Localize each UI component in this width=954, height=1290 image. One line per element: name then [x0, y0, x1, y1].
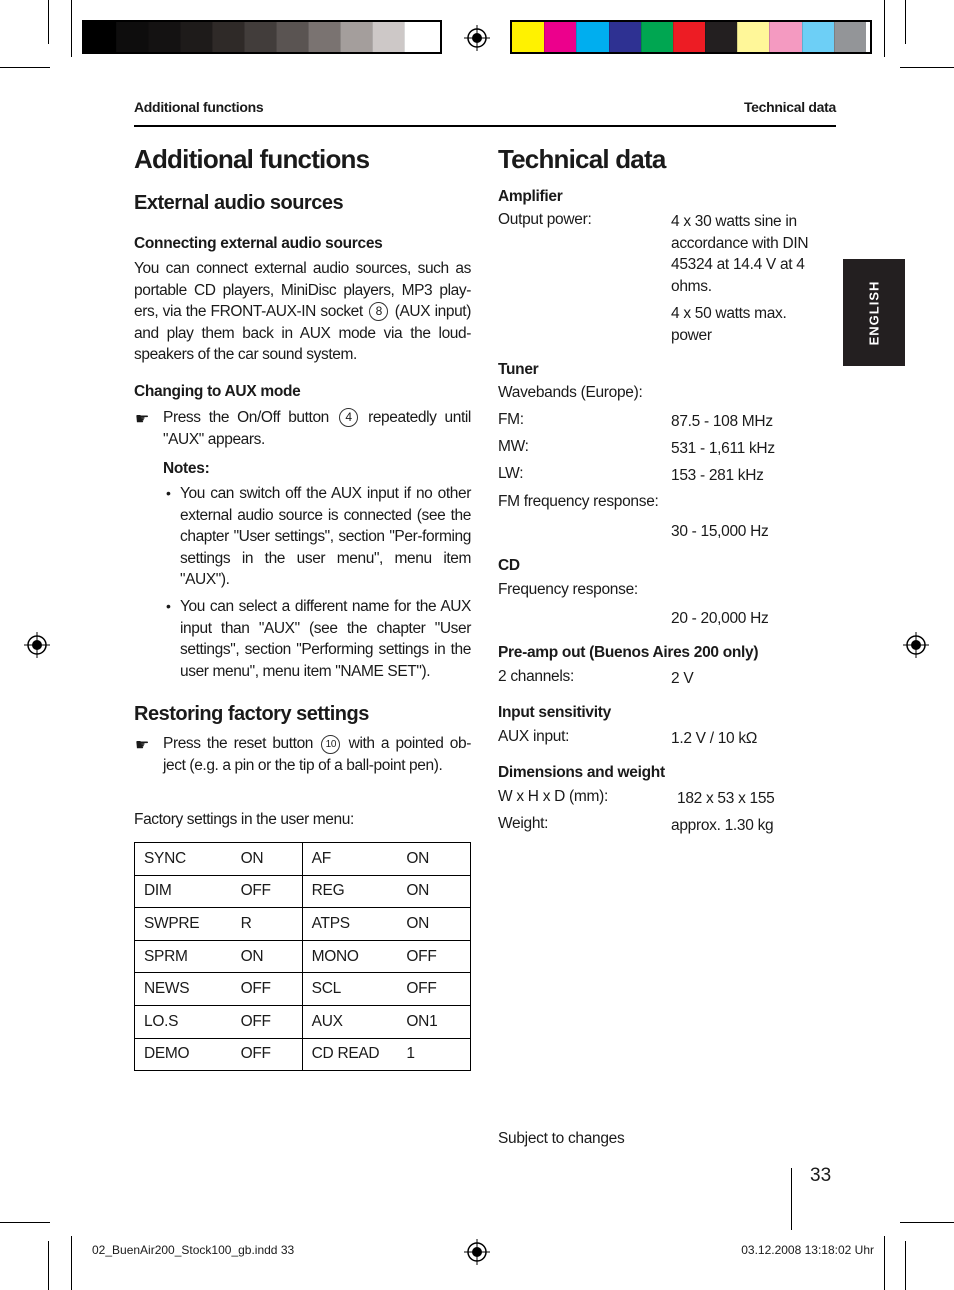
value-channels: 2 V: [671, 670, 694, 687]
table-cell: MONO: [302, 940, 397, 973]
value-mw: 531 - 1,611 kHz: [671, 440, 775, 457]
table-cell: CD READ: [302, 1038, 397, 1071]
table-cell: AUX: [302, 1005, 397, 1038]
table-cell: R: [232, 908, 303, 941]
page-title-right: Technical data: [498, 144, 666, 174]
table-cell: OFF: [232, 973, 303, 1006]
registration-mark-icon: [464, 1239, 490, 1265]
bullet-dot-icon: •: [166, 485, 171, 501]
table-cell: AF: [302, 843, 397, 876]
heading-amplifier: Amplifier: [498, 188, 563, 205]
gray-swatch: [116, 22, 148, 52]
table-intro: Factory settings in the user menu:: [134, 811, 354, 828]
heading-external-audio: External audio sources: [134, 192, 344, 214]
value-aux-input: 1.2 V / 10 kΩ: [671, 730, 758, 747]
table-cell: OFF: [397, 940, 470, 973]
table-cell: LO.S: [135, 1005, 232, 1038]
color-swatch: [705, 22, 737, 52]
value-fm: 87.5 - 108 MHz: [671, 413, 773, 430]
notes-label: Notes:: [163, 460, 210, 477]
pointing-hand-icon: ☛: [135, 411, 150, 428]
table-cell: ON: [397, 908, 470, 941]
value-output-power-sine: 4 x 30 watts sine in accordance with DIN 45324 at 14.4 V at 4 ohms.: [671, 213, 809, 295]
color-swatch: [802, 22, 834, 52]
color-swatch: [544, 22, 576, 52]
table-row: [135, 940, 471, 973]
table-cell: REG: [302, 875, 397, 908]
paragraph-connecting: You can connect external audio sources, such as portable CD players, MiniDisc players, MP3 play-ers, via the FRONT-AUX-IN socket 8 (AUX input) and play them back in AUX mode via the loud-speakers of the car sound system.: [134, 260, 471, 363]
label-aux-input: AUX input:: [498, 728, 570, 745]
gray-swatch: [308, 22, 340, 52]
registration-mark-icon: [903, 632, 929, 658]
footer-file: 02_BuenAir200_Stock100_gb.indd 33: [92, 1243, 295, 1257]
table-cell: SCL: [302, 973, 397, 1006]
table-row: [135, 843, 471, 876]
bullet-dot-icon: •: [166, 598, 171, 614]
table-cell: 1: [397, 1038, 470, 1071]
language-tab-label: ENGLISH: [866, 280, 882, 345]
gray-swatch: [180, 22, 212, 52]
step-reset: Press the reset button 10 with a pointed ob-ject (e.g. a pin or the tip of a ball-point pen).: [163, 735, 471, 774]
subject-to-changes: Subject to changes: [498, 1130, 625, 1147]
color-swatch: [673, 22, 705, 52]
table-cell: DIM: [135, 875, 232, 908]
value-cd-response: 20 - 20,000 Hz: [671, 610, 769, 627]
value-fm-response: 30 - 15,000 Hz: [671, 523, 769, 540]
gray-color-bar: [82, 20, 442, 54]
table-cell: SYNC: [135, 843, 232, 876]
page-title-left: Additional functions: [134, 144, 370, 174]
running-header-right: Technical data: [743, 99, 836, 115]
gray-swatch: [340, 22, 372, 52]
heading-preamp: Pre-amp out (Buenos Aires 200 only): [498, 644, 759, 661]
heading-dimensions: Dimensions and weight: [498, 764, 665, 781]
table-cell: ON1: [397, 1005, 470, 1038]
language-tab: [843, 259, 905, 366]
socket-number-badge: 8: [369, 302, 388, 321]
process-color-bar: [510, 20, 872, 54]
pointing-hand-icon: ☛: [135, 737, 150, 754]
label-output-power: Output power:: [498, 211, 592, 228]
table-cell: ON: [232, 940, 303, 973]
color-swatch: [834, 22, 866, 52]
table-cell: ON: [397, 843, 470, 876]
value-lw: 153 - 281 kHz: [671, 467, 764, 484]
color-swatch: [641, 22, 673, 52]
gray-swatch: [148, 22, 180, 52]
heading-cd: CD: [498, 557, 520, 574]
table-cell: DEMO: [135, 1038, 232, 1071]
running-header-left: Additional functions: [134, 99, 264, 115]
label-fm-response: FM frequency response:: [498, 493, 659, 510]
registration-mark-icon: [464, 25, 490, 51]
heading-tuner: Tuner: [498, 361, 539, 378]
step-aux-mode: Press the On/Off button 4 repeatedly until "AUX" appears.: [163, 409, 471, 448]
note-2: You can select a different name for the AUX input than "AUX" (see the chapter "User settings", section "Performing settings in the user menu", menu item "NAME SET").: [180, 598, 471, 680]
label-channels: 2 channels:: [498, 668, 574, 685]
table-row: [135, 1038, 471, 1071]
label-weight: Weight:: [498, 815, 549, 832]
gray-swatch: [404, 22, 436, 52]
table-cell: OFF: [397, 973, 470, 1006]
table-cell: SPRM: [135, 940, 232, 973]
note-1: You can switch off the AUX input if no other external audio source is connected (see the chapter "User settings", section "Per-forming settings in the user menu", menu item "AUX").: [180, 485, 471, 588]
gray-swatch: [372, 22, 404, 52]
table-cell: NEWS: [135, 973, 232, 1006]
gray-swatch: [276, 22, 308, 52]
subheading-aux-mode: Changing to AUX mode: [134, 383, 301, 400]
footer-date: 03.12.2008 13:18:02 Uhr: [741, 1243, 874, 1257]
gray-swatch: [212, 22, 244, 52]
table-row: [135, 908, 471, 941]
label-cd-response: Frequency response:: [498, 581, 638, 598]
color-swatch: [576, 22, 608, 52]
heading-input-sensitivity: Input sensitivity: [498, 704, 611, 721]
button-number-badge: 4: [339, 408, 358, 427]
table-cell: ATPS: [302, 908, 397, 941]
table-row: [135, 1005, 471, 1038]
label-mw: MW:: [498, 438, 529, 455]
table-row: [135, 875, 471, 908]
color-swatch: [737, 22, 769, 52]
gray-swatch: [244, 22, 276, 52]
heading-factory-settings: Restoring factory settings: [134, 703, 369, 725]
color-swatch: [609, 22, 641, 52]
label-fm: FM:: [498, 411, 524, 428]
label-whd: W x H x D (mm):: [498, 788, 609, 805]
color-swatch: [512, 22, 544, 52]
reset-number-badge: 10: [321, 735, 340, 754]
table-cell: OFF: [232, 1005, 303, 1038]
table-cell: SWPRE: [135, 908, 232, 941]
header-divider: [134, 125, 836, 127]
table-row: [135, 973, 471, 1006]
value-whd: 182 x 53 x 155: [677, 790, 775, 807]
label-lw: LW:: [498, 465, 524, 482]
registration-mark-icon: [24, 632, 50, 658]
table-cell: ON: [397, 875, 470, 908]
table-cell: OFF: [232, 1038, 303, 1071]
label-wavebands: Wavebands (Europe):: [498, 384, 643, 401]
subheading-connecting: Connecting external audio sources: [134, 235, 383, 252]
factory-settings-table: [134, 842, 471, 1071]
page-number: 33: [810, 1165, 832, 1186]
value-output-power-max: 4 x 50 watts max. power: [671, 305, 787, 344]
gray-swatch: [84, 22, 116, 52]
table-cell: OFF: [232, 875, 303, 908]
color-swatch: [769, 22, 801, 52]
table-cell: ON: [232, 843, 303, 876]
value-weight: approx. 1.30 kg: [671, 817, 774, 834]
